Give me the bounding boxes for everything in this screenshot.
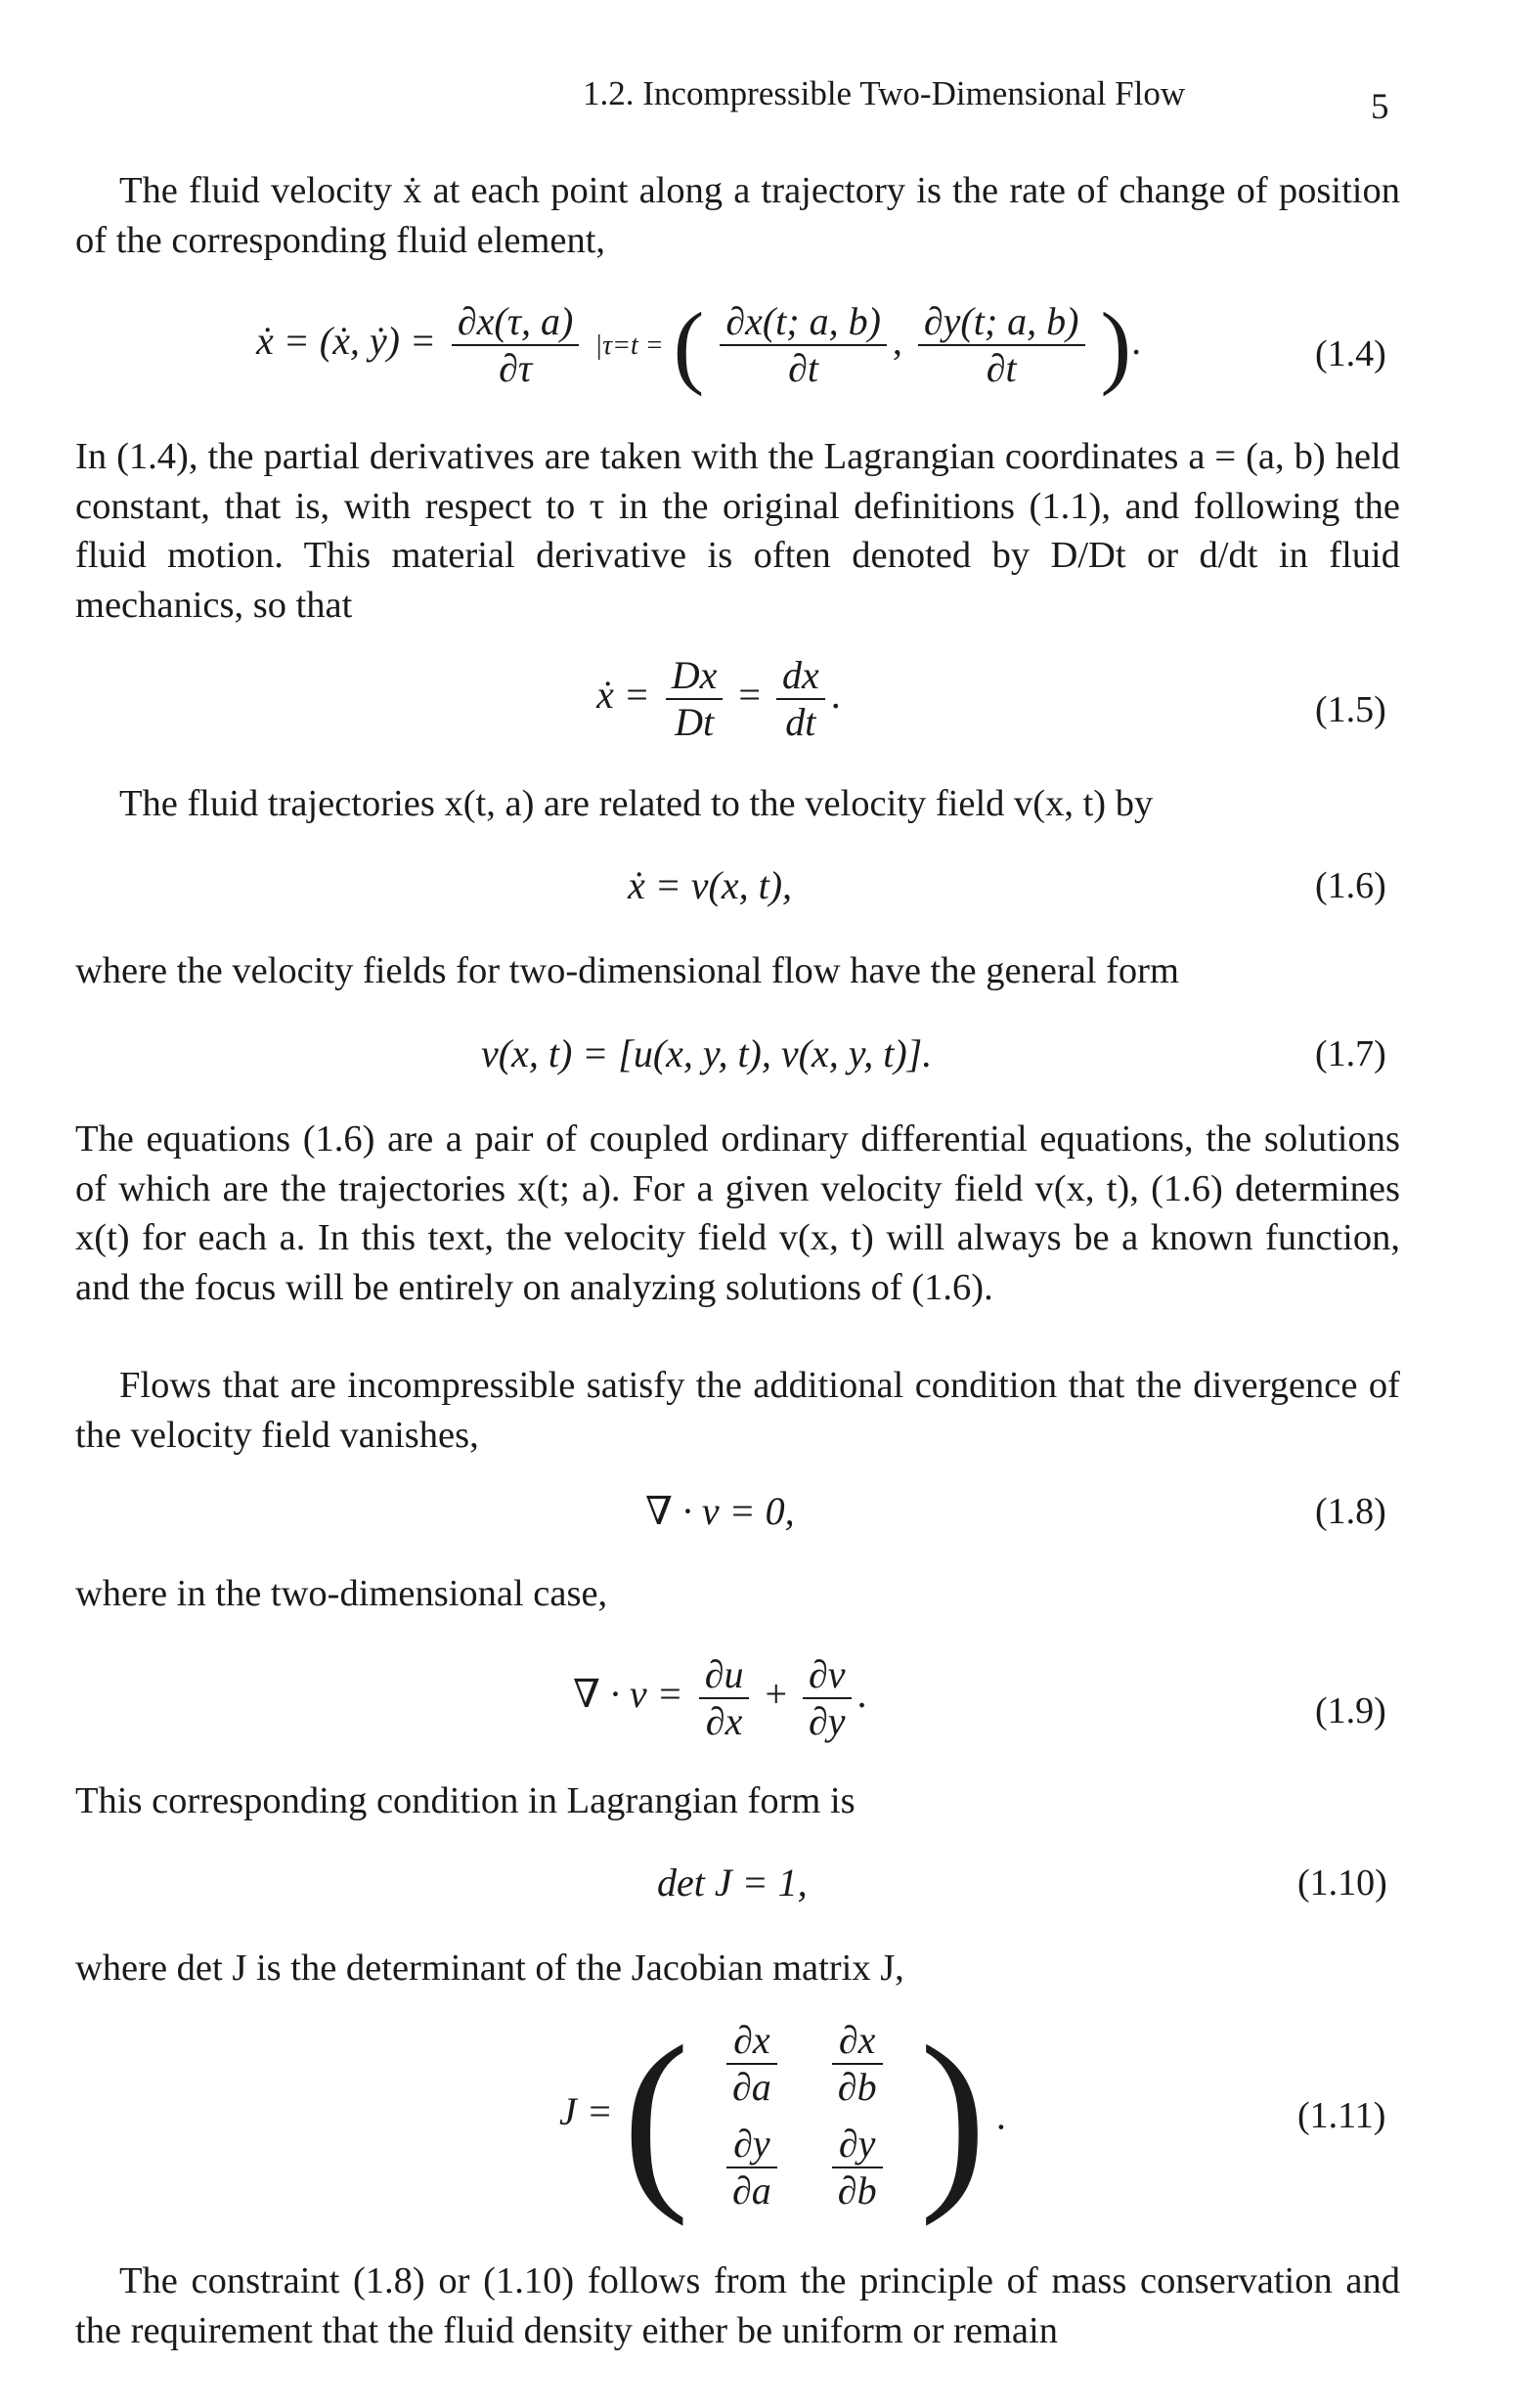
matrix-entry-11: $\frac{\partial x}{\partial a}$ xyxy=(726,2018,777,2110)
eq-1-4-frac-2: $\frac{\partial x(t; a, b)}{\partial t}$ xyxy=(720,299,887,391)
paragraph-3: The fluid trajectories x(t, a) are related to the velocity field v(x, t) by xyxy=(119,783,1154,824)
eq-1-11-lhs: J = xyxy=(559,2089,613,2134)
eq-1-8-number: (1.8) xyxy=(1315,1491,1386,1532)
eq-1-4-evaluation: |τ=t = xyxy=(594,330,664,362)
paragraph-4: where the velocity fields for two-dimensional flow have the general form xyxy=(75,950,1179,991)
eq-1-5-lhs: ẋ = xyxy=(596,673,650,718)
eq-1-4-right-paren: ) xyxy=(1100,293,1132,397)
equation-1-8 xyxy=(0,1488,1536,1543)
eq-1-9-frac-2: $\frac{\partial v}{\partial y}$ xyxy=(803,1652,852,1744)
eq-1-7-number: (1.7) xyxy=(1315,1033,1386,1074)
eq-1-4-left-paren: ( xyxy=(673,293,705,397)
paragraph-1: The fluid velocity ẋ at each point along a trajectory is the rate of change of position of the corresponding fluid element, xyxy=(75,170,1400,261)
eq-1-5-frac-1: $\frac{Dx}{Dt}$ xyxy=(666,653,724,745)
equation-1-4: ẋ = (ẋ, ẏ) = $\frac{\partial x(\tau, a)}{\partial\tau}$ |τ=t = ( $\frac{\partial x(t; a, b)}{\partial t}$ , $\frac{\partial y(t; a, b)}{\partial t}$ ). (1.4) xyxy=(256,293,1386,397)
running-header xyxy=(0,74,1536,127)
eq-1-4-frac-1: $\frac{\partial x(\tau, a)}{\partial\tau}$ xyxy=(452,299,579,391)
eq-1-11-number: (1.11) xyxy=(1297,2095,1386,2136)
eq-1-11-left-paren: ( xyxy=(622,2004,690,2227)
equation-1-10 xyxy=(0,1860,1536,1914)
eq-1-6-number: (1.6) xyxy=(1315,865,1386,906)
jacobian-matrix xyxy=(699,2012,910,2219)
paragraph-10: The constraint (1.8) or (1.10) follows from the principle of mass conservation and the requirement that the fluid density either be uniform or remain xyxy=(75,2260,1400,2351)
page-number: 5 xyxy=(1371,87,1389,127)
equation-1-5: ẋ = $\frac{Dx}{Dt}$ = $\frac{dx}{dt}$ . (1.5) xyxy=(596,653,1386,744)
section-title: 1.2. Incompressible Two-Dimensional Flow xyxy=(583,74,1186,112)
matrix-entry-12: $\frac{\partial x}{\partial b}$ xyxy=(832,2018,883,2110)
equation-1-9: ∇ · v = $\frac{\partial u}{\partial x}$ + $\frac{\partial v}{\partial y}$ . (1.9) xyxy=(573,1652,1386,1743)
eq-1-7-body: v(x, t) = [u(x, y, t), v(x, y, t)]. xyxy=(481,1031,933,1075)
eq-1-5-number: (1.5) xyxy=(1315,689,1386,730)
equation-1-6 xyxy=(0,862,1536,917)
eq-1-9-number: (1.9) xyxy=(1315,1690,1386,1731)
eq-1-4-lhs: ẋ = (ẋ, ẏ) = xyxy=(256,319,436,364)
eq-1-10-body: det J = 1, xyxy=(657,1861,808,1905)
paragraph-7: where in the two-dimensional case, xyxy=(75,1573,608,1614)
eq-1-9-lhs: ∇ · v = xyxy=(573,1672,683,1717)
eq-1-10-number: (1.10) xyxy=(1297,1862,1387,1904)
paragraph-6: Flows that are incompressible satisfy the additional condition that the divergence of the velocity field vanishes, xyxy=(75,1365,1400,1456)
paragraph-2: In (1.4), the partial derivatives are taken with the Lagrangian coordinates a = (a, b) held constant, that is, with respect to τ in the original definitions (1.1), and following the fluid motion. This material derivative is often denoted by D/Dt or d/dt in fluid mechanics, so that xyxy=(75,436,1400,626)
matrix-entry-21: $\frac{\partial y}{\partial a}$ xyxy=(726,2122,777,2213)
eq-1-9-frac-1: $\frac{\partial u}{\partial x}$ xyxy=(699,1652,750,1744)
paragraph-9: where det J is the determinant of the Jacobian matrix J, xyxy=(75,1948,904,1989)
matrix-entry-22: $\frac{\partial y}{\partial b}$ xyxy=(832,2122,883,2213)
eq-1-5-frac-2: $\frac{dx}{dt}$ xyxy=(776,653,825,745)
eq-1-11-right-paren: ) xyxy=(919,2004,987,2227)
eq-1-6-body: ẋ = v(x, t), xyxy=(628,863,793,907)
eq-1-8-body: ∇ · v = 0, xyxy=(645,1489,795,1533)
paragraph-8: This corresponding condition in Lagrangian form is xyxy=(75,1780,856,1821)
equation-1-7 xyxy=(0,1030,1536,1085)
paragraph-5: The equations (1.6) are a pair of coupled ordinary differential equations, the solutions of which are the trajectories x(t; a). For a given velocity field v(x, t), (1.6) determines x(t) for each a. In this text, the velocity field v(x, t) will always be a known function, and the focus will be entirely on analyzing solutions of (1.6). xyxy=(75,1118,1400,1308)
equation-1-11: J = ( $\frac{\partial x}{\partial a}$ $\frac{\partial x}{\partial b}$ $\frac{\partial y}{\partial a}$ $\frac{\partial y}{\partial b}$ ) . (1.11) xyxy=(559,2004,1386,2227)
eq-1-4-number: (1.4) xyxy=(1315,333,1386,374)
eq-1-4-frac-3: $\frac{\partial y(t; a, b)}{\partial t}$ xyxy=(918,299,1085,391)
